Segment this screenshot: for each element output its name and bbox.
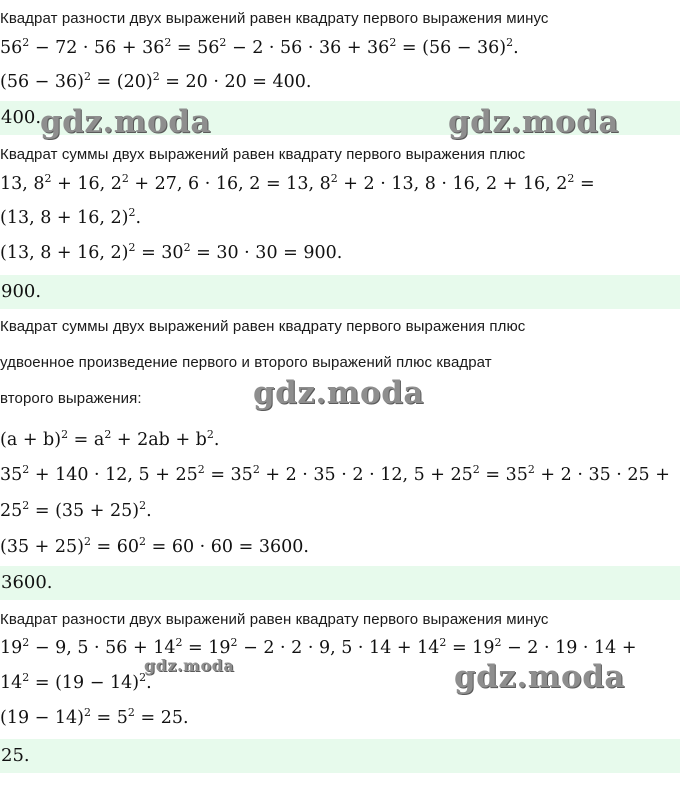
exponent: 2 [219, 36, 227, 49]
exponent: 2 [139, 535, 147, 548]
exponent: 2 [330, 172, 338, 185]
exponent: 2 [128, 206, 136, 219]
block1-equation-2: $(56 - 36)^2 = (20)^2 = 20 \cdot 20 = 400$. [0, 70, 312, 92]
block4-equation-1: $19^2 - 9$, $5 \cdot 56 + 14^2 = 19^2 - 2 \cdot 2 \cdot 9$, $5 \cdot 14 + 14^2 = 19^2 - 2 \cdot 19 \cdot 14$ + [0, 636, 637, 658]
block3-equation-1: $35^2 + 140 \cdot 12$, $5 + 25^2 = 35^2 + 2 \cdot 35 \cdot 2 \cdot 12$, $5 + 25^2 = 35^2 + 2 \cdot 35 \cdot 25$ + [0, 463, 670, 485]
exponent: 2 [230, 636, 238, 649]
watermark-logo: gdz.moda [448, 104, 619, 140]
block3-intro-3: второго выражения: [0, 390, 142, 407]
exponent: 2 [83, 535, 91, 548]
exponent: 2 [22, 671, 30, 684]
block2-answer: 900. [0, 275, 680, 309]
block3-answer: 3600. [0, 566, 680, 600]
exponent: 2 [139, 671, 147, 684]
exponent: 2 [139, 499, 147, 512]
exponent: 2 [567, 172, 575, 185]
exponent: 2 [252, 463, 260, 476]
block3-intro-2: удвоенное произведение первого и второго выражений плюс квадрат [0, 354, 492, 371]
block1-intro: Квадрат разности двух выражений равен квадрату первого выражения минус [0, 10, 549, 27]
watermark-logo: gdz.moda [253, 375, 424, 411]
exponent: 2 [104, 428, 112, 441]
exponent: 2 [527, 463, 535, 476]
block4-equation-1b: $14^2 = (19 - 14)^2$. [0, 671, 152, 693]
block3-equation-1b: $25^2 = (35 + 25)^2$. [0, 499, 152, 521]
exponent: 2 [128, 241, 136, 254]
exponent: 2 [22, 36, 30, 49]
block2-equation-2: (13, 8 + 16, $2)^2 = 30^2 = 30 \cdot 30 = 900$. [0, 241, 343, 263]
block3-intro: Квадрат суммы двух выражений равен квадрату первого выражения плюс [0, 318, 526, 335]
exponent: 2 [164, 36, 172, 49]
block1-answer: 400. [0, 101, 680, 135]
exponent: 2 [389, 36, 397, 49]
exponent: 2 [44, 172, 52, 185]
exponent: 2 [494, 636, 502, 649]
watermark-logo: gdz.moda [454, 659, 625, 695]
exponent: 2 [439, 636, 447, 649]
block4-intro: Квадрат разности двух выражений равен квадрату первого выражения минус [0, 611, 549, 628]
exponent: 2 [197, 463, 205, 476]
block2-equation-1: 13, $8^2 + 16$, $2^2 + 27$, 6 · 16, 2 = 13, $8^2 + 2 \cdot 13$, 8 · 16, 2 + 16, $2^2$ = [0, 172, 595, 194]
watermark-logo: gdz.moda [40, 104, 211, 140]
exponent: 2 [127, 706, 135, 719]
exponent: 2 [206, 428, 214, 441]
exponent: 2 [152, 70, 160, 83]
exponent: 2 [61, 428, 69, 441]
block1-equation-1: $56^2 - 72 \cdot 56 + 36^2 = 56^2 - 2 \cdot 56 \cdot 36 + 36^2 = (56 - 36)^2$. [0, 36, 519, 58]
exponent: 2 [22, 463, 30, 476]
exponent: 2 [22, 636, 30, 649]
exponent: 2 [83, 70, 91, 83]
exponent: 2 [83, 706, 91, 719]
block4-answer: 25. [0, 739, 680, 773]
exponent: 2 [506, 36, 514, 49]
block3-equation-2: $(35 + 25)^2 = 60^2 = 60 \cdot 60 = 3600$. [0, 535, 309, 557]
block2-intro: Квадрат суммы двух выражений равен квадрату первого выражения плюс [0, 146, 526, 163]
exponent: 2 [183, 241, 191, 254]
exponent: 2 [472, 463, 480, 476]
exponent: 2 [22, 499, 30, 512]
exponent: 2 [175, 636, 183, 649]
watermark-logo: gdz.moda [144, 656, 235, 675]
exponent: 2 [121, 172, 129, 185]
block3-formula: $(a + b)^2 = a^2 + 2ab + b^2$. [0, 428, 220, 450]
block4-equation-2: $(19 - 14)^2 = 5^2 = 25$. [0, 706, 189, 728]
block2-equation-1b: (13, 8 + 16, 2)$^2$. [0, 206, 142, 228]
